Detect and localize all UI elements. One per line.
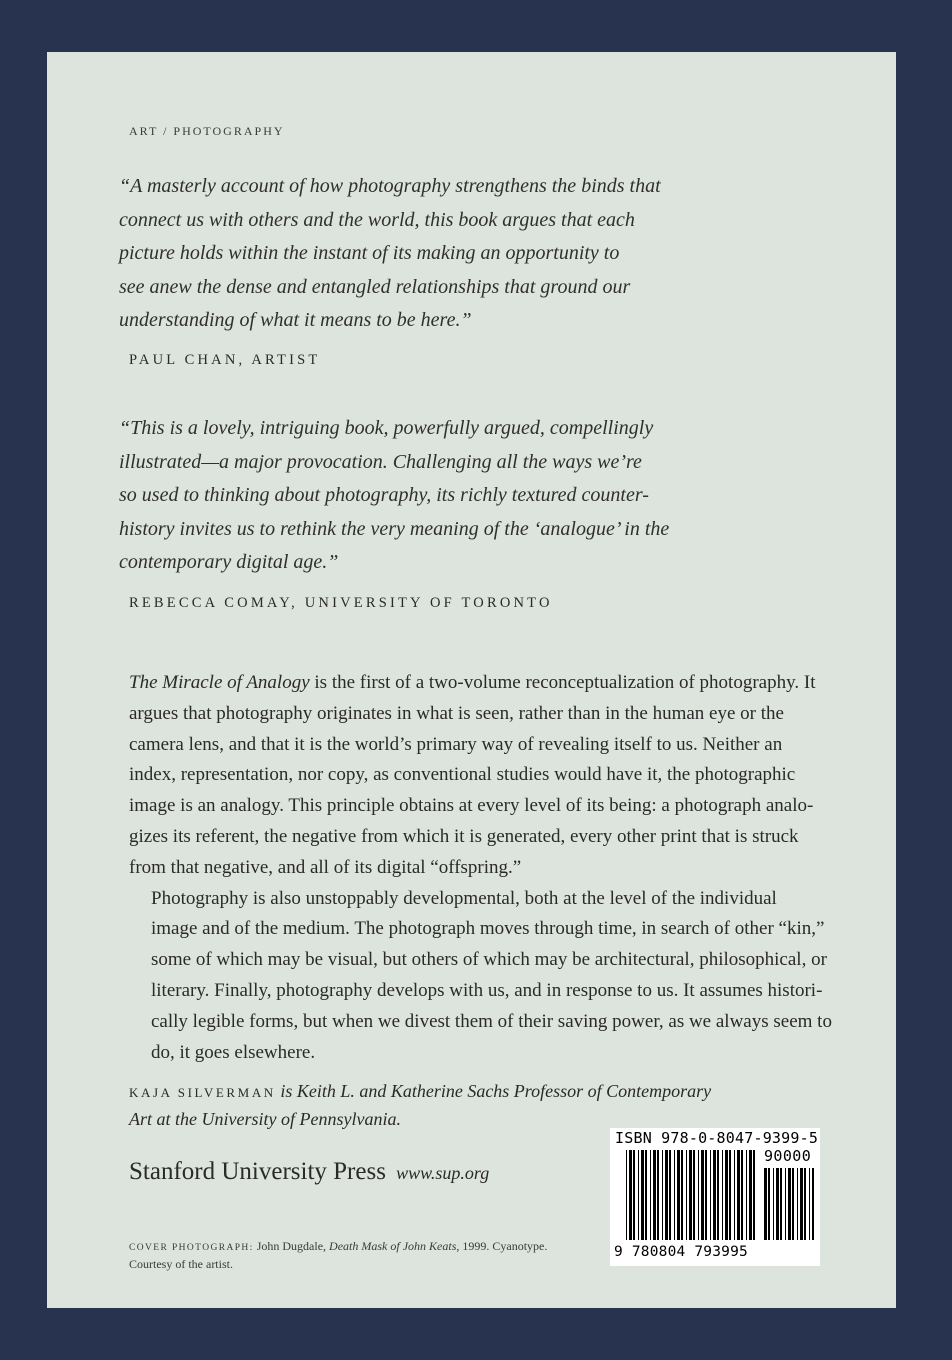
barcode-bar xyxy=(686,1150,687,1240)
barcode-bar xyxy=(674,1150,675,1240)
credit-label: COVER PHOTOGRAPH: xyxy=(129,1243,254,1253)
description-paragraph-1-text: is the first of a two-volume reconceptualization of photography. It argues that photography originates in what is seen, rather than in the human eye or the camera lens, and that it is the world’s primary way of revealing itself to us. Neither an index, representation, nor copy, as conventional studies would have it, the photographic image is an analogy. This principle obtains at every level of its being: a photograph analo- gizes its referent, the negative from which it is generated, every other print that is struck from that negative, and all of its digital “offspring.” xyxy=(129,672,816,878)
book-title: The Miracle of Analogy xyxy=(129,672,310,693)
barcode-bar xyxy=(800,1168,803,1240)
barcode-bar xyxy=(764,1168,767,1240)
barcode-bar xyxy=(645,1150,647,1240)
barcode-bar xyxy=(797,1168,798,1240)
credit-artist: John Dugdale, xyxy=(253,1239,330,1253)
author-name: KAJA SILVERMAN xyxy=(129,1085,276,1100)
barcode-bar xyxy=(725,1150,728,1240)
barcode-bar xyxy=(812,1168,814,1240)
barcode-bar xyxy=(785,1168,786,1240)
book-back-cover xyxy=(47,52,896,1308)
category-label: ART / PHOTOGRAPHY xyxy=(129,124,285,138)
barcode-bar xyxy=(717,1150,719,1240)
barcode-bar xyxy=(669,1150,671,1240)
barcode-bar xyxy=(788,1168,791,1240)
barcode-bar xyxy=(650,1150,651,1240)
barcode-addon-number: 90000 xyxy=(764,1147,812,1165)
endorsement-quote-1 xyxy=(119,170,759,338)
barcode-bar xyxy=(710,1150,711,1240)
barcode-bar xyxy=(662,1150,663,1240)
barcode-bar xyxy=(753,1150,755,1240)
barcode-bar xyxy=(741,1150,743,1240)
barcode-bar xyxy=(665,1150,668,1240)
barcode-bar xyxy=(701,1150,704,1240)
publisher-url: www.sup.org xyxy=(396,1163,490,1183)
ean-digits: 9 780804 793995 xyxy=(614,1244,748,1260)
barcode-bar xyxy=(689,1150,692,1240)
barcode-bar xyxy=(729,1150,731,1240)
quote-attribution-1: PAUL CHAN, ARTIST xyxy=(129,352,321,368)
barcode-bar xyxy=(776,1168,779,1240)
barcode-bar xyxy=(713,1150,716,1240)
isbn-label: ISBN 978-0-8047-9399-5 xyxy=(615,1129,819,1147)
barcode-bar xyxy=(734,1150,735,1240)
barcode-bar xyxy=(693,1150,695,1240)
quote-text: “This is a lovely, intriguing book, powerfully argued, compellingly illustrated—a major provocation. Challenging all the ways we’re so used to thinking about photography, its richly textured counter- history invites us to rethink the very meaning of the ‘analogue’ in the contemporary digital age.” xyxy=(119,417,670,573)
barcode-bar xyxy=(698,1150,699,1240)
credit-details: , 1999. Cyanotype. Courtesy of the artist. xyxy=(129,1239,548,1271)
barcode-bar xyxy=(809,1168,810,1240)
barcode-bar xyxy=(737,1150,740,1240)
barcode-bar xyxy=(629,1150,632,1240)
quote-attribution-2: REBECCA COMAY, UNIVERSITY OF TORONTO xyxy=(129,595,553,611)
author-bio-text: is Keith L. and Katherine Sachs Professor of Contemporary Art at the University of Pennsylvania. xyxy=(129,1081,712,1129)
credit-work-title: Death Mask of John Keats xyxy=(329,1239,457,1253)
barcode-bar xyxy=(705,1150,707,1240)
barcode-bar xyxy=(746,1150,747,1240)
barcode-bar xyxy=(804,1168,806,1240)
cover-credit xyxy=(129,1238,599,1272)
quote-text: “A masterly account of how photography strengthens the binds that connect us with others and the world, this book argues that each picture holds within the instant of its making an opportunity to see anew the dense and entangled relationships that ground our understanding of what it means to be here.” xyxy=(119,175,661,331)
barcode-bar xyxy=(722,1150,723,1240)
barcode-bar xyxy=(633,1150,635,1240)
barcode-bar xyxy=(657,1150,659,1240)
description-paragraph-2: Photography is also unstoppably developmental, both at the level of the individual image and of the medium. The photograph moves through time, in search of other “kin,” some of which may be visual, but others of which may be architectural, philosophical, or literary. Finally, photography develops with us, and in response to us. It assumes histori- cally legible forms, but when we divest them of their saving power, as we always seem to do, it goes elsewhere. xyxy=(151,887,832,1063)
book-description xyxy=(129,668,849,1068)
barcode-bar xyxy=(768,1168,770,1240)
barcode-bar xyxy=(626,1150,627,1240)
barcode-bar xyxy=(773,1168,774,1240)
barcode-bar xyxy=(792,1168,794,1240)
barcode-bar xyxy=(653,1150,656,1240)
author-bio xyxy=(129,1078,789,1132)
isbn-barcode xyxy=(610,1128,820,1266)
publisher-name: Stanford University Press xyxy=(129,1158,386,1185)
barcode-bar xyxy=(638,1150,639,1240)
barcode-bar xyxy=(749,1150,752,1240)
barcode-bar xyxy=(681,1150,683,1240)
barcode-bar xyxy=(780,1168,782,1240)
barcode-bar xyxy=(641,1150,644,1240)
barcode-bar xyxy=(677,1150,680,1240)
endorsement-quote-2 xyxy=(119,412,759,580)
description-paragraph-1 xyxy=(129,668,849,884)
publisher-line xyxy=(129,1158,489,1186)
